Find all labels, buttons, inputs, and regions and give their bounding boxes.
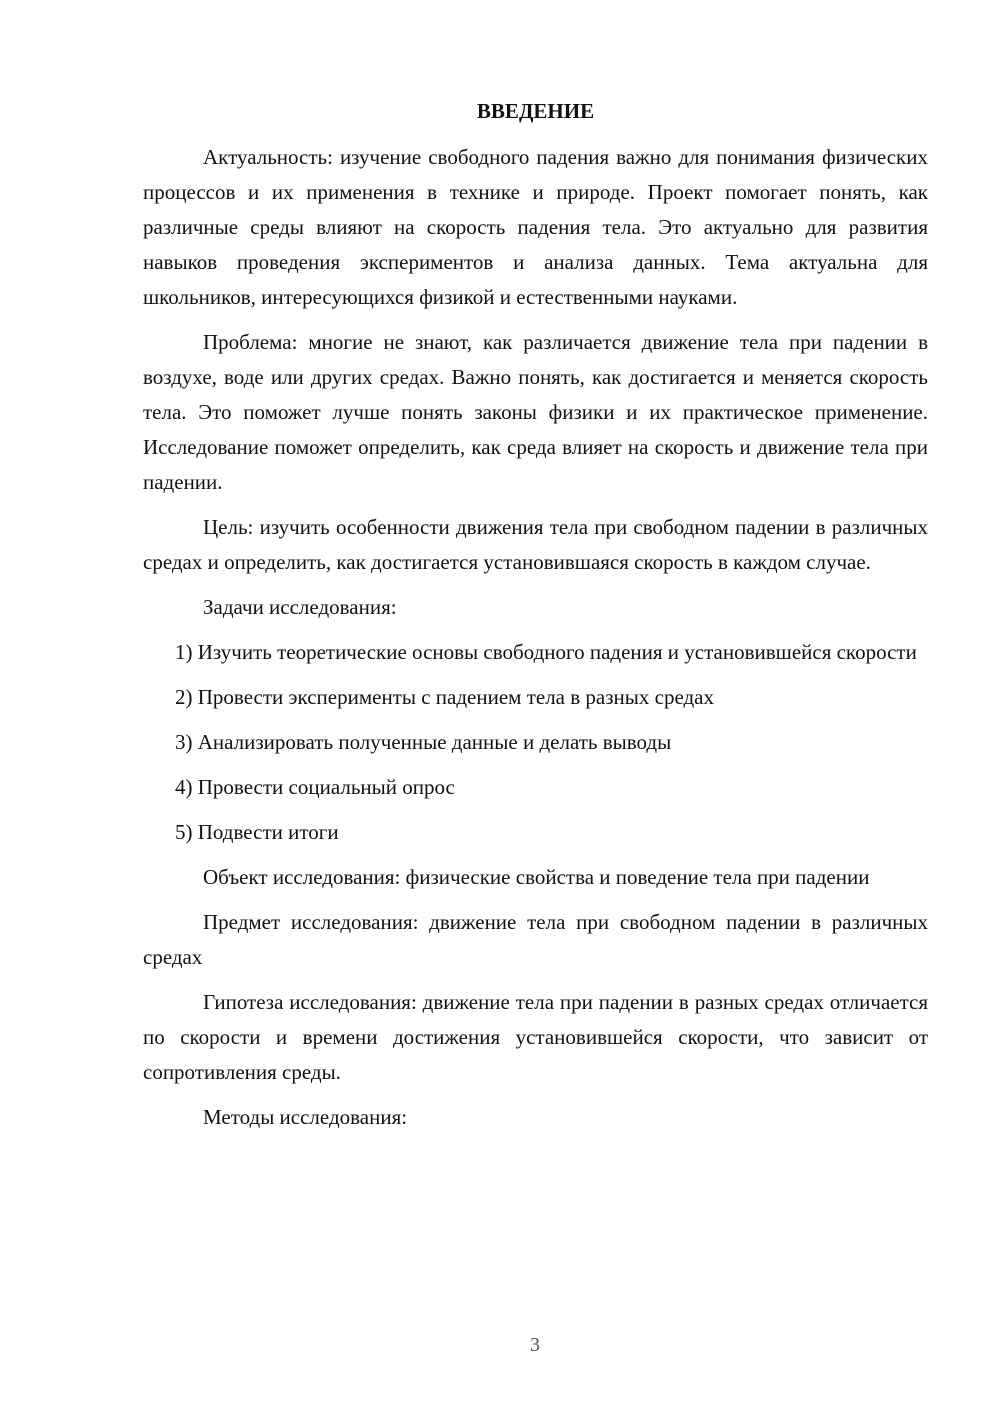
section-title: ВВЕДЕНИЕ <box>476 99 595 123</box>
task-item-1: 1) Изучить теоретические основы свободного падения и установившейся скорости <box>175 640 917 664</box>
paragraph-problem: Проблема: многие не знают, как различается движение тела при падении в воздухе, воде или других средах. Важно понять, как достигается и меняется скорость тела. Это поможет лучше понять законы физики и их практическое применение. Исследование поможет определить, как среда влияет на скорость и движение тела при падении. <box>143 330 928 494</box>
task-item-3: 3) Анализировать полученные данные и делать выводы <box>175 730 672 754</box>
paragraph-tasks-heading: Задачи исследования: <box>203 595 397 619</box>
document-page <box>143 96 928 1145</box>
page-number: 3 <box>530 1334 540 1356</box>
paragraph-object: Объект исследования: физические свойства и поведение тела при падении <box>203 865 870 889</box>
paragraph-goal: Цель: изучить особенности движения тела при свободном падении в различных средах и определить, как достигается установившаяся скорость в каждом случае. <box>143 515 928 574</box>
paragraph-relevance: Актуальность: изучение свободного падения важно для понимания физических процессов и их применения в технике и природе. Проект помогает понять, как различные среды влияют на скорость падения тела. Это актуально для развития навыков проведения экспериментов и анализа данных. Тема актуальна для школьников, интересующихся физикой и естественными науками. <box>143 145 928 309</box>
paragraph-subject: Предмет исследования: движение тела при свободном падении в различных средах <box>143 910 928 969</box>
task-item-4: 4) Провести социальный опрос <box>175 775 455 799</box>
task-item-2: 2) Провести эксперименты с падением тела в разных средах <box>175 685 714 709</box>
paragraph-hypothesis: Гипотеза исследования: движение тела при падении в разных средах отличается по скорости и времени достижения установившейся скорости, что зависит от сопротивления среды. <box>143 990 928 1084</box>
paragraph-methods: Методы исследования: <box>203 1105 408 1129</box>
task-item-5: 5) Подвести итоги <box>175 820 339 844</box>
